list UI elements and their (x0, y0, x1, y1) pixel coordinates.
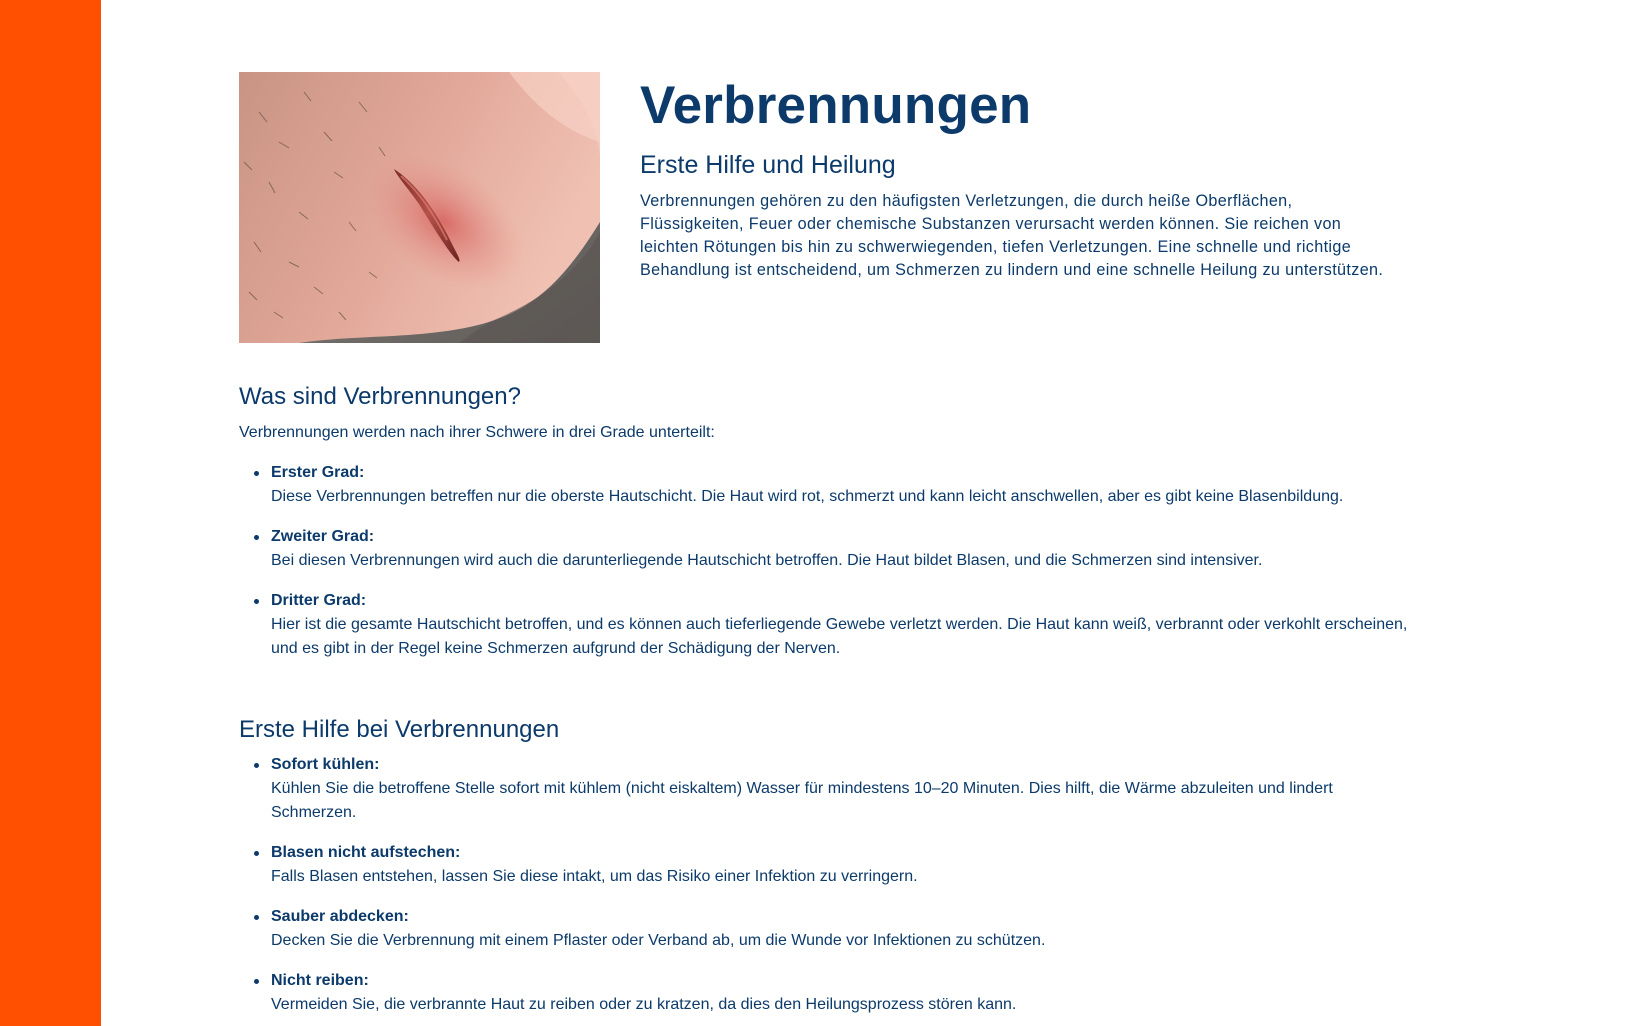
list-item-cover-clean (271, 905, 1411, 953)
first-aid-list (239, 753, 1411, 1017)
list-item-second-degree (271, 525, 1411, 573)
list-item-dont-rub (271, 969, 1411, 1017)
page-title: Verbrennungen (640, 76, 1032, 135)
sidebar-accent-bar (0, 0, 101, 1026)
section-intro-degrees: Verbrennungen werden nach ihrer Schwere in drei Grade unterteilt: (239, 424, 715, 441)
list-item-dont-pop-blisters (271, 841, 1411, 889)
list-item-title: Dritter Grad: (271, 592, 367, 609)
list-item-text: Kühlen Sie die betroffene Stelle sofort mit kühlem (nicht eiskaltem) Wasser für mindestens 10–20 Minuten. Dies hilft, die Wärme abzuleiten und lindert Schmerzen. (271, 780, 1333, 821)
page-subtitle: Erste Hilfe und Heilung (640, 151, 896, 179)
list-item-text: Vermeiden Sie, die verbrannte Haut zu reiben oder zu kratzen, da dies den Heilungsprozess stören kann. (271, 996, 1017, 1013)
burn-photo (239, 72, 600, 343)
hero-text (640, 72, 1400, 282)
list-item-title: Erster Grad: (271, 464, 365, 481)
hero-section (239, 72, 1399, 344)
list-item-title: Blasen nicht aufstechen: (271, 844, 461, 861)
list-item-text: Diese Verbrennungen betreffen nur die oberste Hautschicht. Die Haut wird rot, schmerzt und kann leicht anschwellen, aber es gibt keine Blasenbildung. (271, 488, 1344, 505)
list-item-text: Bei diesen Verbrennungen wird auch die darunterliegende Hautschicht betroffen. Die Haut bildet Blasen, und die Schmerzen sind intensiver. (271, 552, 1263, 569)
list-item-text: Hier ist die gesamte Hautschicht betroffen, und es können auch tieferliegende Gewebe verletzt werden. Die Haut kann weiß, verbrannt oder verkohlt erscheinen, und es gibt in der Regel keine Schmerzen aufgrund der Schädigung der Nerven. (271, 616, 1408, 657)
list-item-text: Decken Sie die Verbrennung mit einem Pflaster oder Verband ab, um die Wunde vor Infektionen zu schützen. (271, 932, 1046, 949)
list-item-text: Falls Blasen entstehen, lassen Sie diese intakt, um das Risiko einer Infektion zu verringern. (271, 868, 918, 885)
section-title-first-aid: Erste Hilfe bei Verbrennungen (239, 716, 560, 743)
intro-paragraph: Verbrennungen gehören zu den häufigsten Verletzungen, die durch heiße Oberflächen, Flüssigkeiten, Feuer oder chemische Substanzen verursacht werden können. Sie reichen von leichten Rötungen bis hin zu schwerwiegenden, tiefen Verletzungen. Eine schnelle und richtige Behandlung ist entscheidend, um Schmerzen zu lindern und eine schnelle Heilung zu unterstützen. (640, 192, 1384, 279)
list-item-title: Nicht reiben: (271, 972, 369, 989)
section-title-what-are-burns: Was sind Verbrennungen? (239, 383, 521, 410)
list-item-third-degree (271, 589, 1411, 661)
list-item-first-degree (271, 461, 1411, 509)
list-item-title: Zweiter Grad: (271, 528, 375, 545)
burn-degree-list (239, 461, 1411, 661)
list-item-cool-immediately (271, 753, 1411, 825)
list-item-title: Sauber abdecken: (271, 908, 409, 925)
list-item-title: Sofort kühlen: (271, 756, 380, 773)
